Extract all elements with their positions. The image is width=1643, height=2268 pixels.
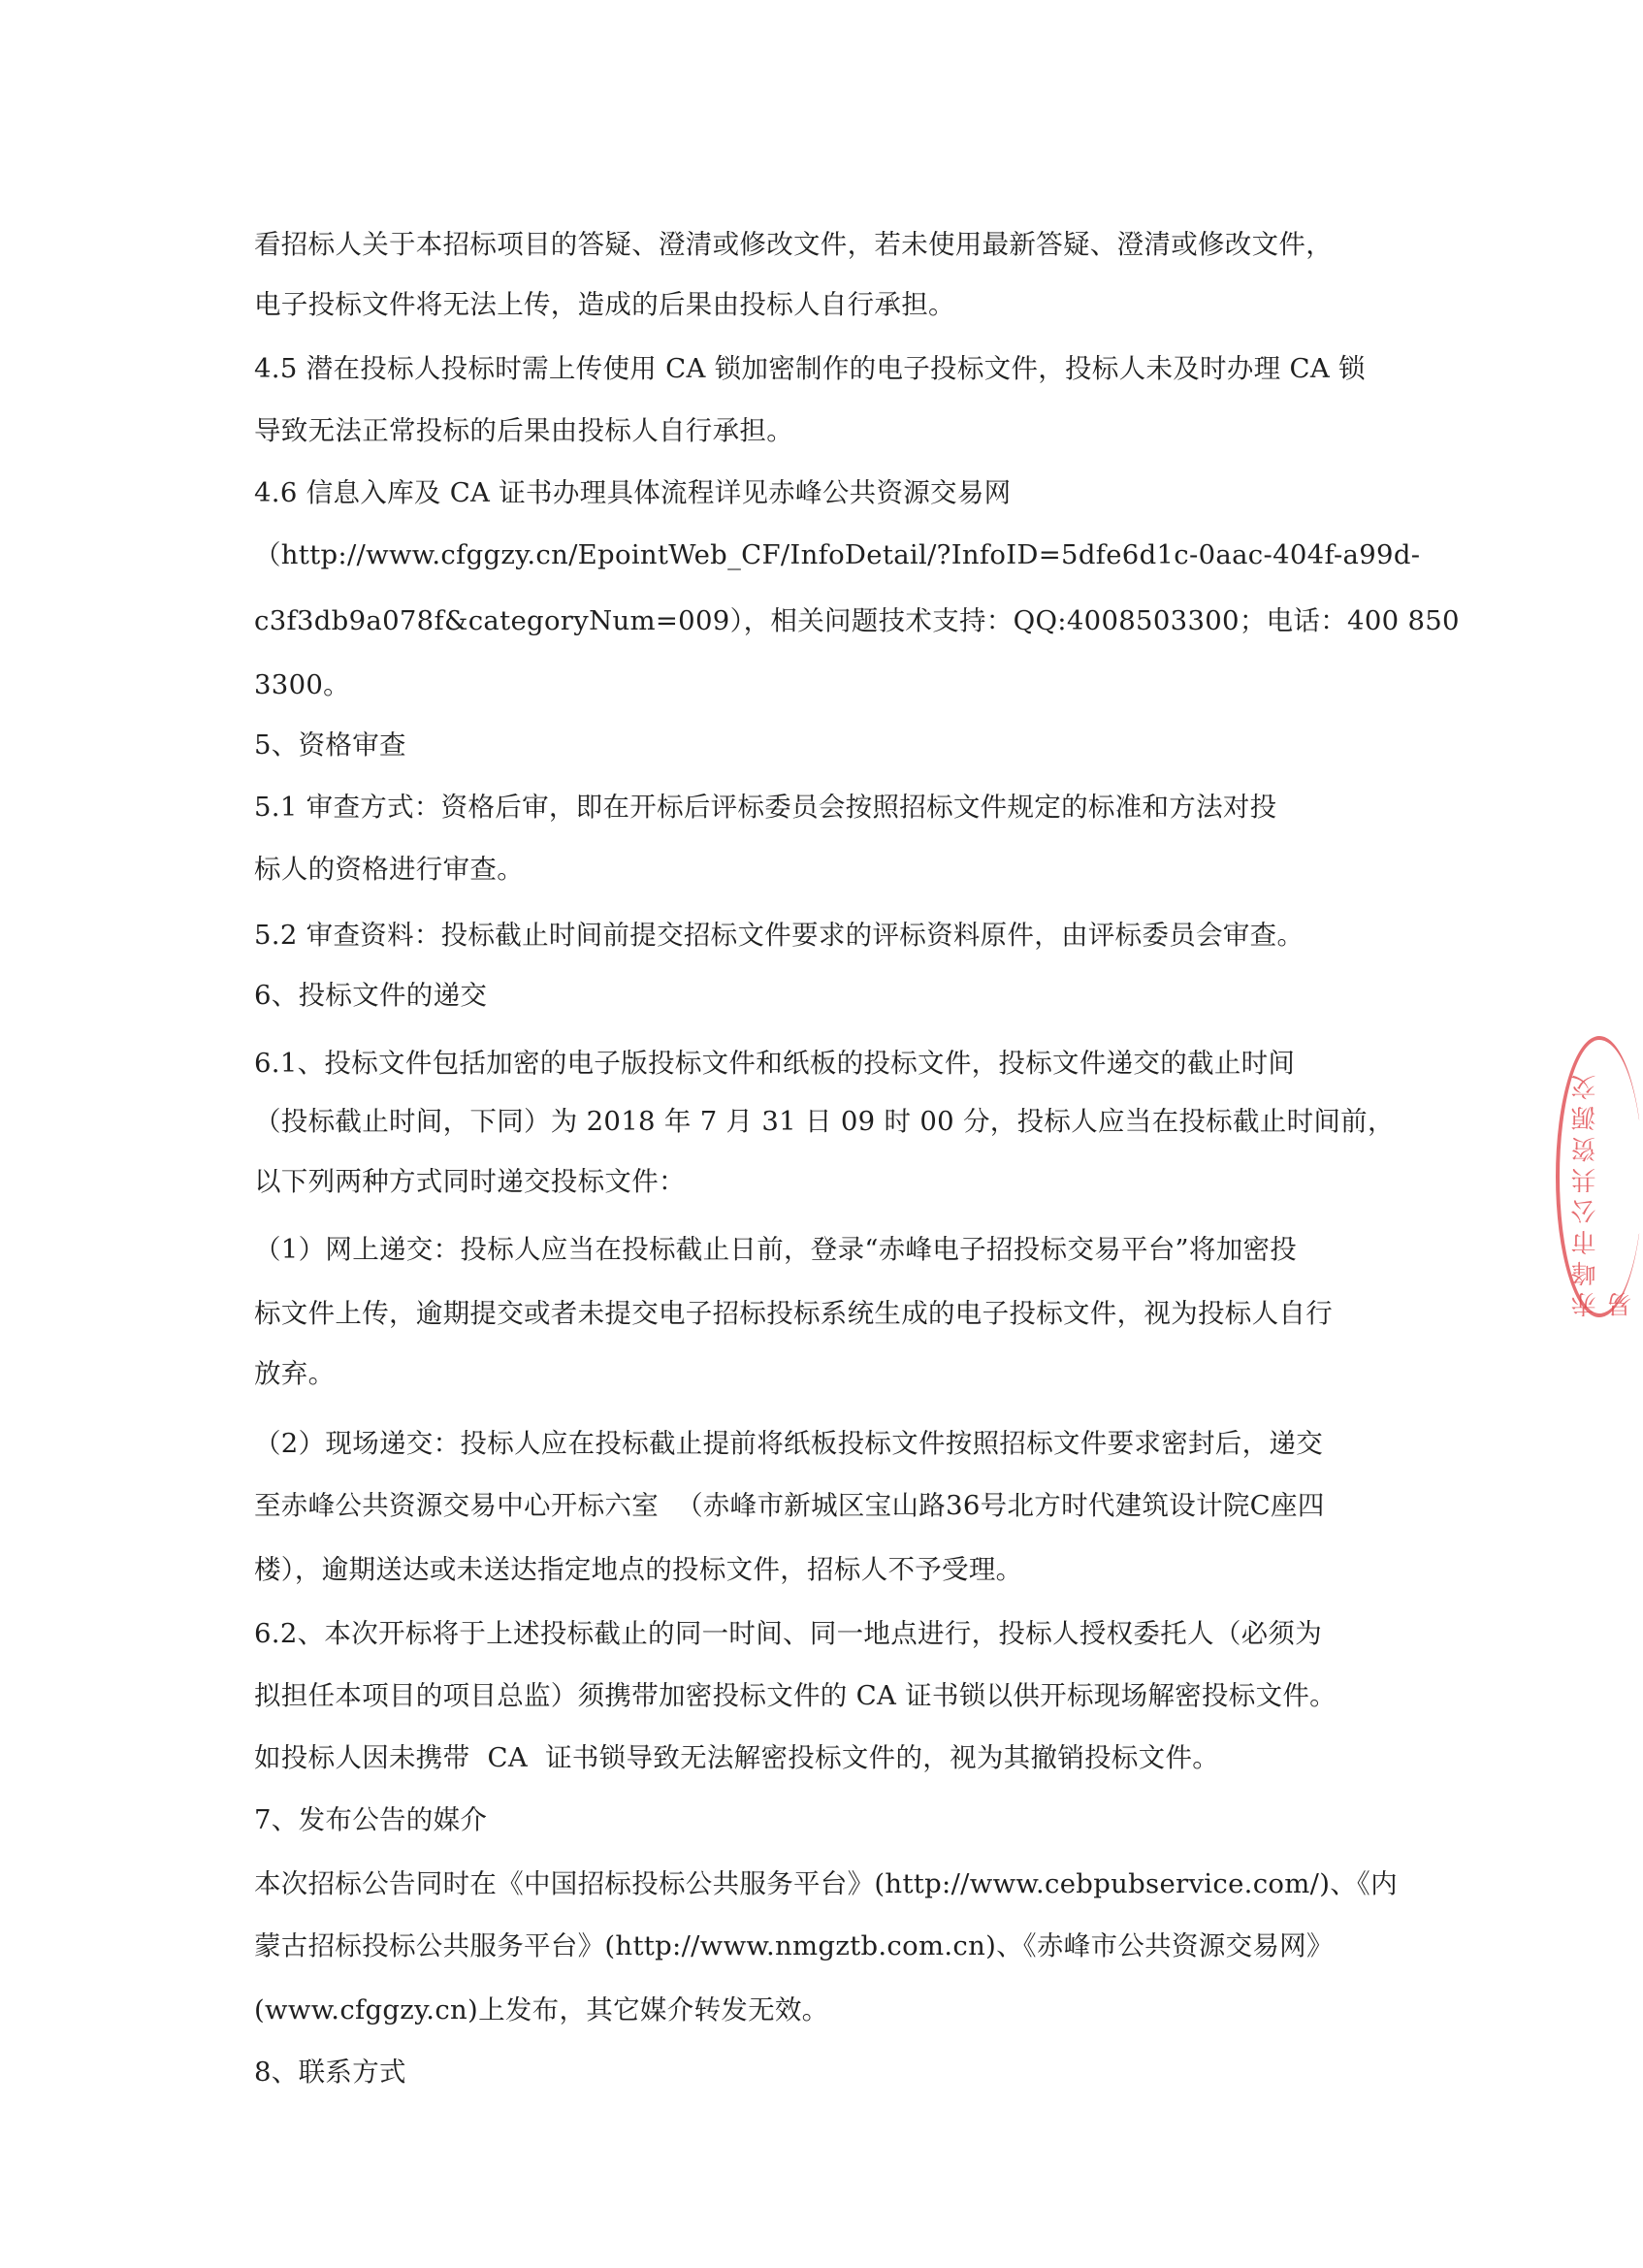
seal-stamp xyxy=(1550,1036,1636,1317)
url-text-line: （http://www.cfggzy.cn/EpointWeb_CF/InfoDetail/?InfoID=5dfe6d1c-0aac-404f-a99d- xyxy=(254,539,1421,570)
body-text-line: 5.1 审查方式：资格后审，即在开标后评标委员会按照招标文件规定的标准和方法对投 xyxy=(254,792,1277,823)
body-text-line: 如投标人因未携带 CA 证书锁导致无法解密投标文件的，视为其撤销投标文件。 xyxy=(254,1742,1220,1773)
body-text-line: 电子投标文件将无法上传，造成的后果由投标人自行承担。 xyxy=(254,289,955,320)
body-text-line: 以下列两种方式同时递交投标文件： xyxy=(254,1166,686,1197)
seal-text: 赤峰市公共资源交易 xyxy=(1571,1069,1636,1317)
body-text-line: (www.cfggzy.cn)上发布，其它媒介转发无效。 xyxy=(254,1994,829,2025)
body-text-line: （1）网上递交：投标人应当在投标截止日前，登录“赤峰电子招投标交易平台”将加密投 xyxy=(254,1234,1298,1265)
body-text-line: 看招标人关于本招标项目的答疑、澄清或修改文件，若未使用最新答疑、澄清或修改文件， xyxy=(254,229,1333,260)
body-text-line: 放弃。 xyxy=(254,1358,336,1389)
body-text-line: 导致无法正常投标的后果由投标人自行承担。 xyxy=(254,415,793,446)
body-text-line: 6.2、本次开标将于上述投标截止的同一时间、同一地点进行，投标人授权委托人（必须为 xyxy=(254,1618,1323,1649)
body-text-line: 标人的资格进行审查。 xyxy=(254,854,524,885)
body-text-line: 标文件上传，逾期提交或者未提交电子招标投标系统生成的电子投标文件，视为投标人自行 xyxy=(254,1298,1333,1329)
body-text-line: 4.5 潜在投标人投标时需上传使用 CA 锁加密制作的电子投标文件，投标人未及时办理 CA 锁 xyxy=(254,353,1366,384)
section-heading: 7、发布公告的媒介 xyxy=(254,1804,488,1835)
body-text-line: （投标截止时间，下同）为 2018 年 7 月 31 日 09 时 00 分，投标人应当在投标截止时间前， xyxy=(254,1106,1395,1137)
body-text-line: 拟担任本项目的项目总监）须携带加密投标文件的 CA 证书锁以供开标现场解密投标文件。 xyxy=(254,1680,1337,1711)
body-text-line: （2）现场递交：投标人应在投标截止提前将纸板投标文件按照招标文件要求密封后，递交 xyxy=(254,1428,1323,1459)
section-heading: 8、联系方式 xyxy=(254,2057,406,2088)
section-heading: 6、投标文件的递交 xyxy=(254,980,488,1011)
body-text-line: 至赤峰公共资源交易中心开标六室 （赤峰市新城区宝山路36号北方时代建筑设计院C座四 xyxy=(254,1490,1325,1521)
body-text-line: 本次招标公告同时在《中国招标投标公共服务平台》(http://www.cebpubservice.com/)、《内 xyxy=(254,1868,1398,1899)
body-text-line: 6.1、投标文件包括加密的电子版投标文件和纸板的投标文件，投标文件递交的截止时间 xyxy=(254,1048,1296,1079)
body-text-line: c3f3db9a078f&categoryNum=009），相关问题技术支持：QQ:4008503300；电话：400 850 xyxy=(254,605,1460,636)
section-heading: 5、资格审查 xyxy=(254,729,406,761)
body-text-line: 蒙古招标投标公共服务平台》(http://www.nmgztb.com.cn)、《赤峰市公共资源交易网》 xyxy=(254,1930,1334,1961)
body-text-line: 3300。 xyxy=(254,669,350,700)
body-text-line: 4.6 信息入库及 CA 证书办理具体流程详见赤峰公共资源交易网 xyxy=(254,477,1012,508)
body-text-line: 5.2 审查资料：投标截止时间前提交招标文件要求的评标资料原件，由评标委员会审查。 xyxy=(254,920,1305,951)
body-text-line: 楼），逾期送达或未送达指定地点的投标文件，招标人不予受理。 xyxy=(254,1554,1023,1585)
